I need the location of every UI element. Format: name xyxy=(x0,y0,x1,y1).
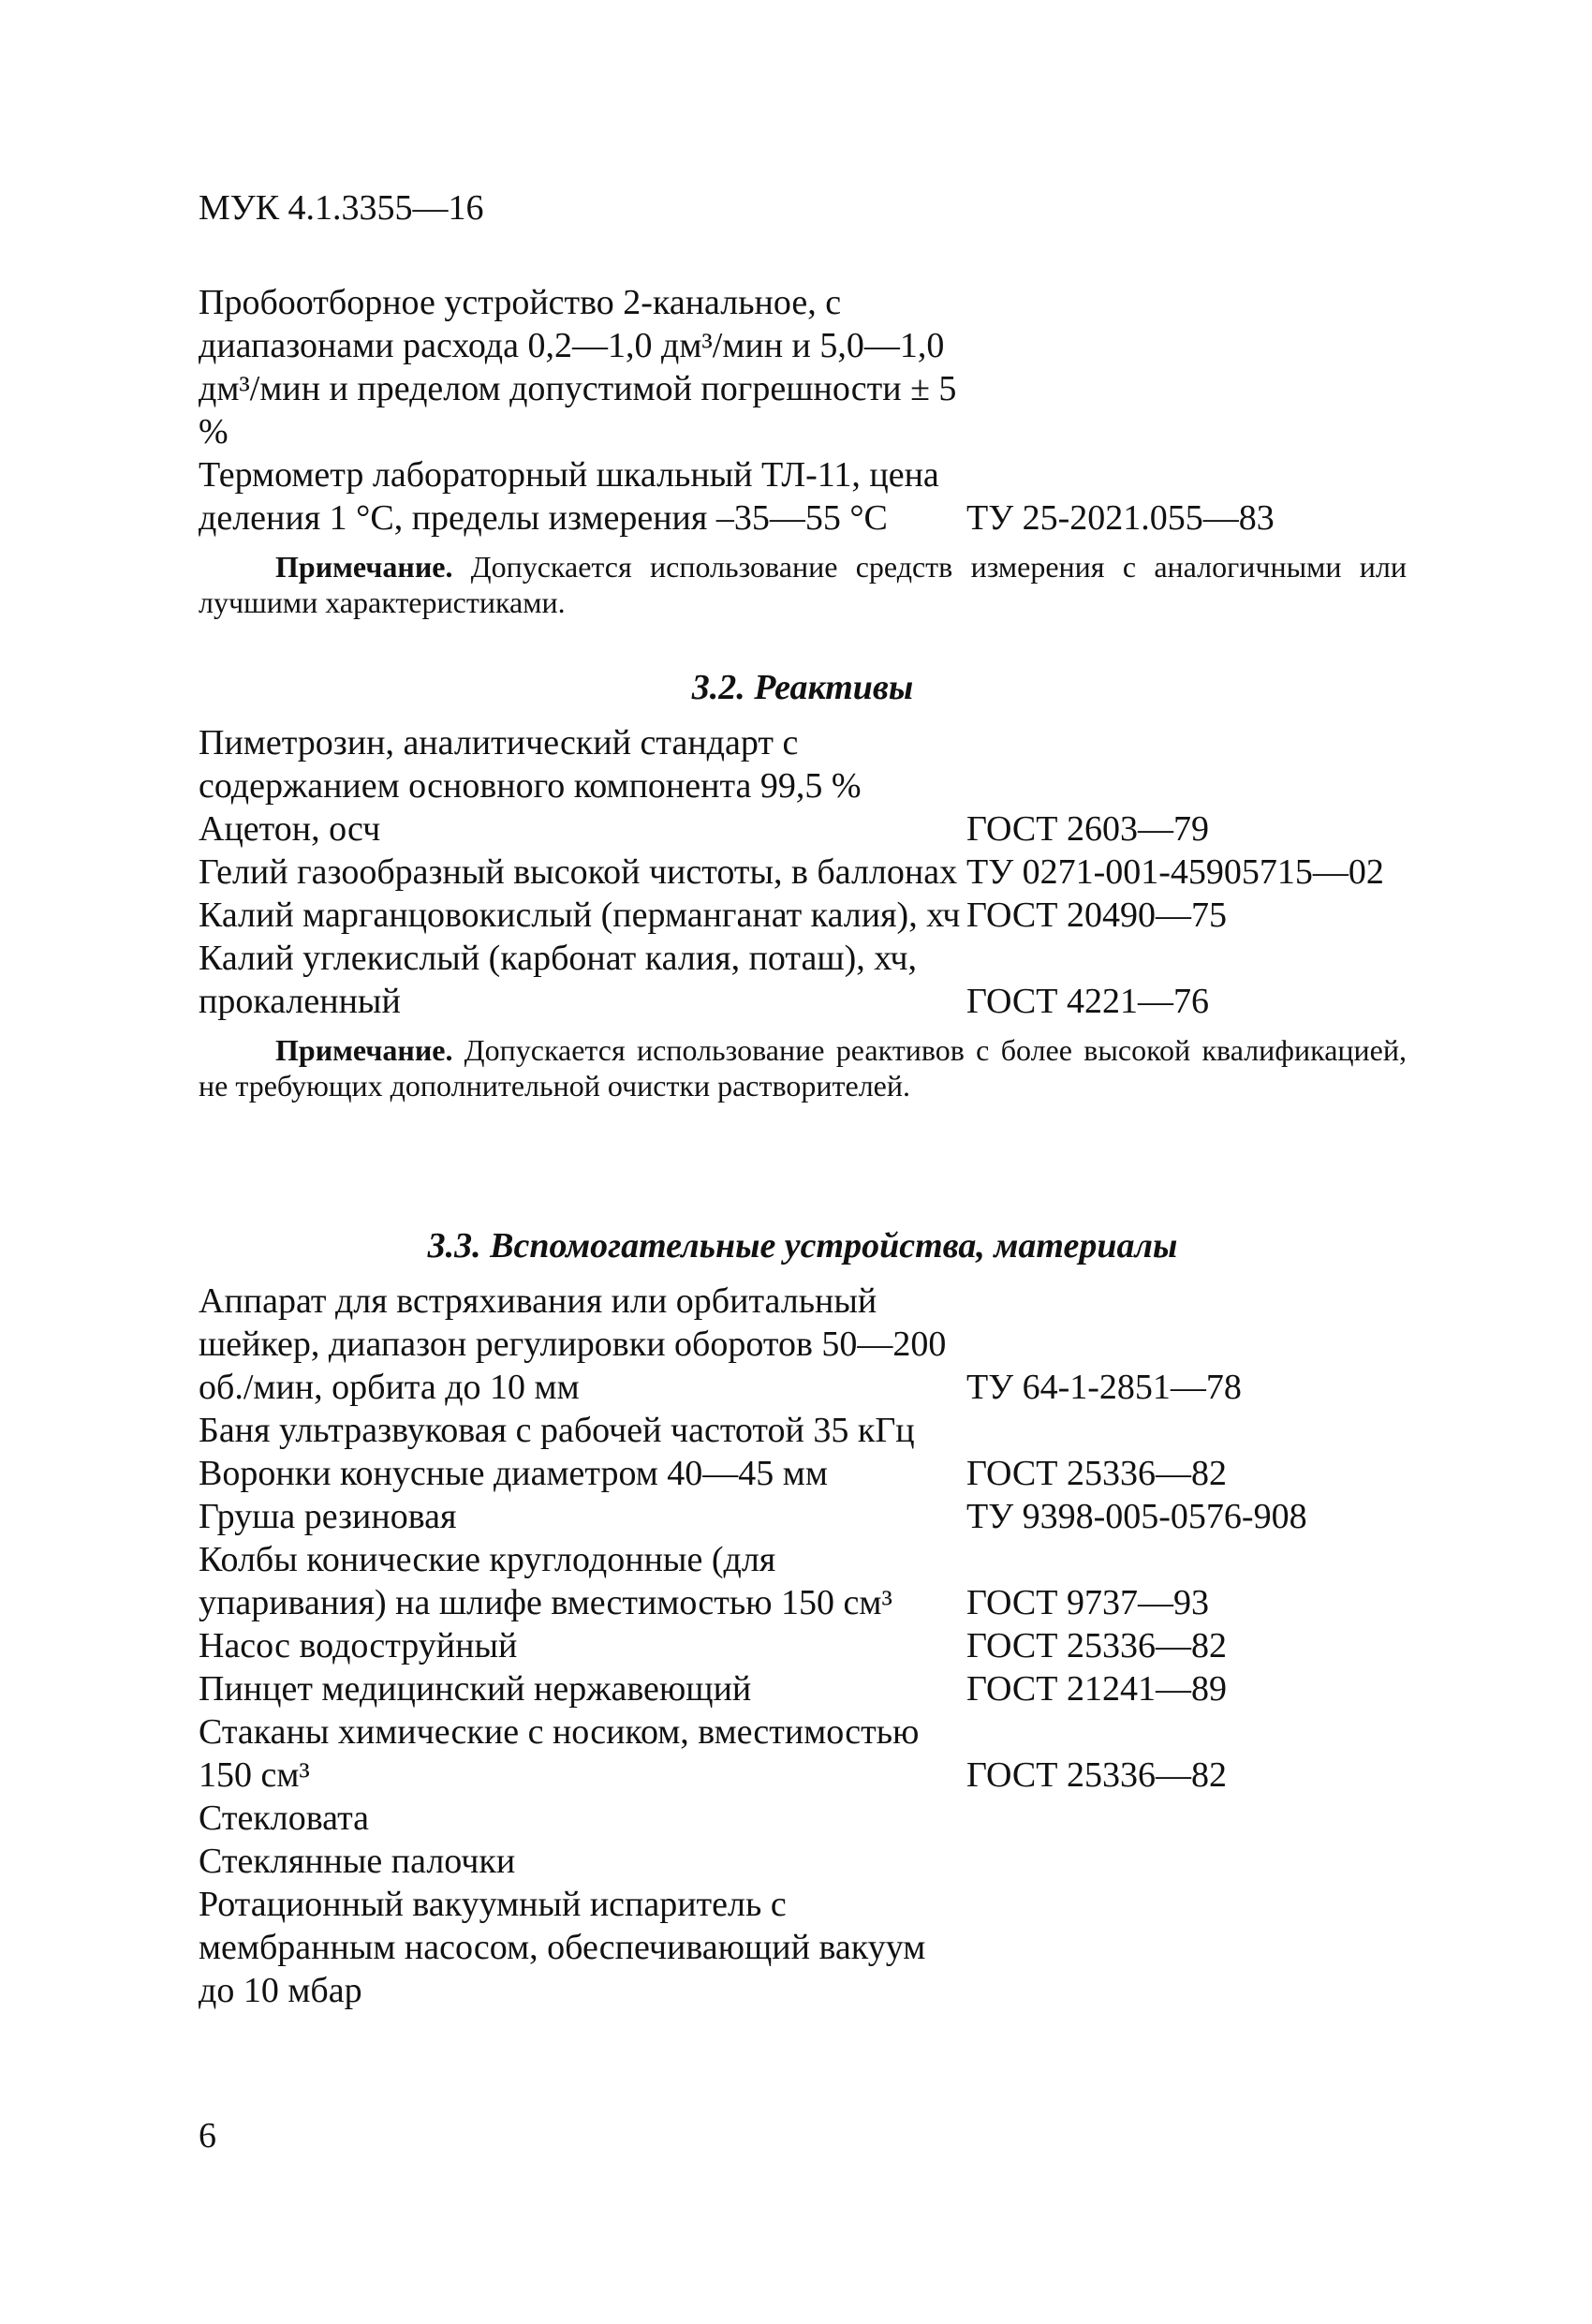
list-item xyxy=(199,1710,1407,1797)
item-name: Пинцет медицинский нержавеющий xyxy=(199,1669,752,1709)
list-item xyxy=(199,894,1407,937)
note-label: Примечание. xyxy=(275,550,453,584)
list-item xyxy=(199,1280,1407,1409)
aux-section xyxy=(199,1225,1407,2012)
item-name: Пробоотборное устройство 2-канальное, с диапазонами расхода 0,2—1,0 дм³/мин и 5,0—1,0 дм³/мин и пределом допустимой погрешности ± 5 % xyxy=(199,283,957,451)
note-text: Допускается использование средств измерения с аналогичными или лучшими характеристиками. xyxy=(199,550,1407,619)
reagents-title: 3.2. Реактивы xyxy=(691,668,914,707)
list-item xyxy=(199,1667,1407,1710)
aux-title: 3.3. Вспомогательные устройства, материалы xyxy=(427,1226,1178,1266)
list-item xyxy=(199,807,1407,851)
list-item xyxy=(199,1538,1407,1624)
instruments-note xyxy=(199,549,1407,620)
list-item xyxy=(199,1495,1407,1538)
reagents-section xyxy=(199,667,1407,1103)
item-standard: ГОСТ 25336—82 xyxy=(966,1454,1227,1493)
list-item xyxy=(199,1883,1407,2012)
document-code-header: МУК 4.1.3355—16 xyxy=(199,188,484,228)
item-name: Гелий газообразный высокой чистоты, в баллонах xyxy=(199,852,958,892)
list-item xyxy=(199,1452,1407,1495)
item-name: Калий углекислый (карбонат калия, поташ), хч, прокаленный xyxy=(199,939,917,1021)
item-name: Колбы конические круглодонные (для упаривания) на шлифе вместимостью 150 см³ xyxy=(199,1540,892,1622)
item-name: Груша резиновая xyxy=(199,1497,457,1536)
item-name: Стеклянные палочки xyxy=(199,1842,516,1881)
item-name: Аппарат для встряхивания или орбитальный шейкер, диапазон регулировки оборотов 50—200 об./мин, орбита до 10 мм xyxy=(199,1281,947,1407)
note-label: Примечание. xyxy=(275,1033,453,1067)
list-item xyxy=(199,1840,1407,1883)
item-standard: ТУ 9398-005-0576-908 xyxy=(966,1497,1307,1536)
instruments-section xyxy=(199,281,1407,620)
item-name: Пиметрозин, аналитический стандарт с содержанием основного компонента 99,5 % xyxy=(199,723,862,806)
item-name: Воронки конусные диаметром 40—45 мм xyxy=(199,1454,828,1493)
item-standard: ГОСТ 4221—76 xyxy=(966,982,1209,1021)
item-standard: ТУ 0271-001-45905715—02 xyxy=(966,852,1384,892)
item-standard: ГОСТ 2603—79 xyxy=(966,809,1209,849)
item-standard: ГОСТ 21241—89 xyxy=(966,1669,1227,1709)
item-name: Стаканы химические с носиком, вместимостью 150 см³ xyxy=(199,1712,920,1795)
note-text: Допускается использование реактивов с более высокой квалификацией, не требующих дополнительной очистки растворителей. xyxy=(199,1033,1407,1103)
item-standard: ТУ 25-2021.055—83 xyxy=(966,498,1275,538)
page-number: 6 xyxy=(199,2116,216,2155)
list-item xyxy=(199,1797,1407,1840)
list-item xyxy=(199,721,1407,807)
list-item xyxy=(199,281,1407,453)
item-standard: ГОСТ 9737—93 xyxy=(966,1583,1209,1622)
list-item xyxy=(199,1624,1407,1667)
list-item xyxy=(199,851,1407,894)
item-name: Насос водоструйный xyxy=(199,1626,518,1665)
item-standard: ГОСТ 20490—75 xyxy=(966,896,1227,935)
item-name: Термометр лабораторный шкальный ТЛ-11, цена деления 1 °С, пределы измерения –35—55 °С xyxy=(199,455,939,538)
list-item xyxy=(199,1409,1407,1452)
item-name: Ротационный вакуумный испаритель с мембранным насосом, обеспечивающий вакуум до 10 мбар xyxy=(199,1885,926,2010)
list-item xyxy=(199,937,1407,1023)
item-standard: ГОСТ 25336—82 xyxy=(966,1626,1227,1665)
item-name: Стекловата xyxy=(199,1799,370,1838)
item-name: Баня ультразвуковая с рабочей частотой 35 кГц xyxy=(199,1411,915,1450)
item-name: Ацетон, осч xyxy=(199,809,381,849)
list-item xyxy=(199,453,1407,540)
reagents-note xyxy=(199,1032,1407,1103)
item-standard: ГОСТ 25336—82 xyxy=(966,1755,1227,1795)
item-standard: ТУ 64-1-2851—78 xyxy=(966,1368,1242,1407)
item-name: Калий марганцовокислый (перманганат калия), хч xyxy=(199,896,961,935)
